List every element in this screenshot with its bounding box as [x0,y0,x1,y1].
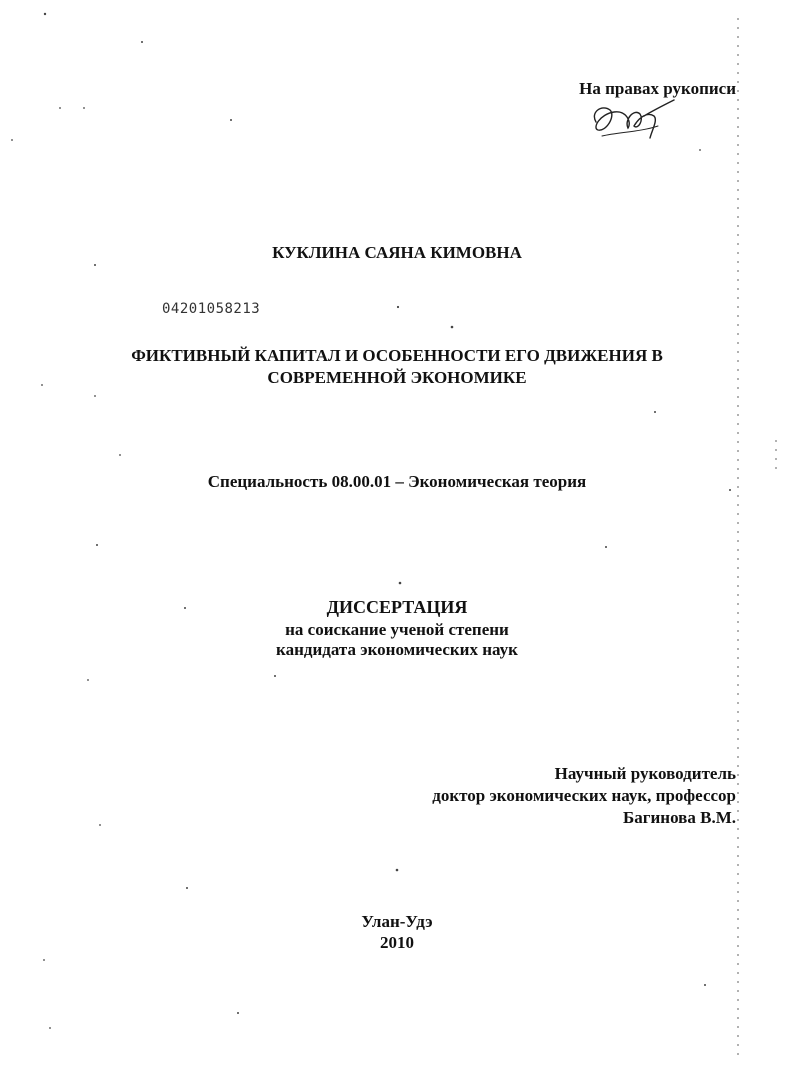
supervisor-degree: доктор экономических наук, профессор [432,786,736,805]
dissertation-title-line1: ФИКТИВНЫЙ КАПИТАЛ И ОСОБЕННОСТИ ЕГО ДВИЖЕНИЯ В [131,346,663,365]
registration-number: 04201058213 [162,301,261,317]
dissertation-title-line2: СОВРЕМЕННОЙ ЭКОНОМИКЕ [267,368,527,387]
author-name: КУКЛИНА САЯНА КИМОВНА [272,243,522,262]
manuscript-rights-label: На правах рукописи [579,79,736,98]
city: Улан-Удэ [361,912,433,931]
dissertation-heading: ДИССЕРТАЦИЯ [326,597,468,617]
year: 2010 [380,933,414,952]
specialty-line: Специальность 08.00.01 – Экономическая теория [207,472,587,491]
degree-line1: на соискание ученой степени [285,620,509,639]
degree-line2: кандидата экономических наук [276,640,518,659]
supervisor-name: Багинова В.М. [623,808,736,827]
handwritten-signature [588,92,678,144]
supervisor-role: Научный руководитель [554,764,736,783]
